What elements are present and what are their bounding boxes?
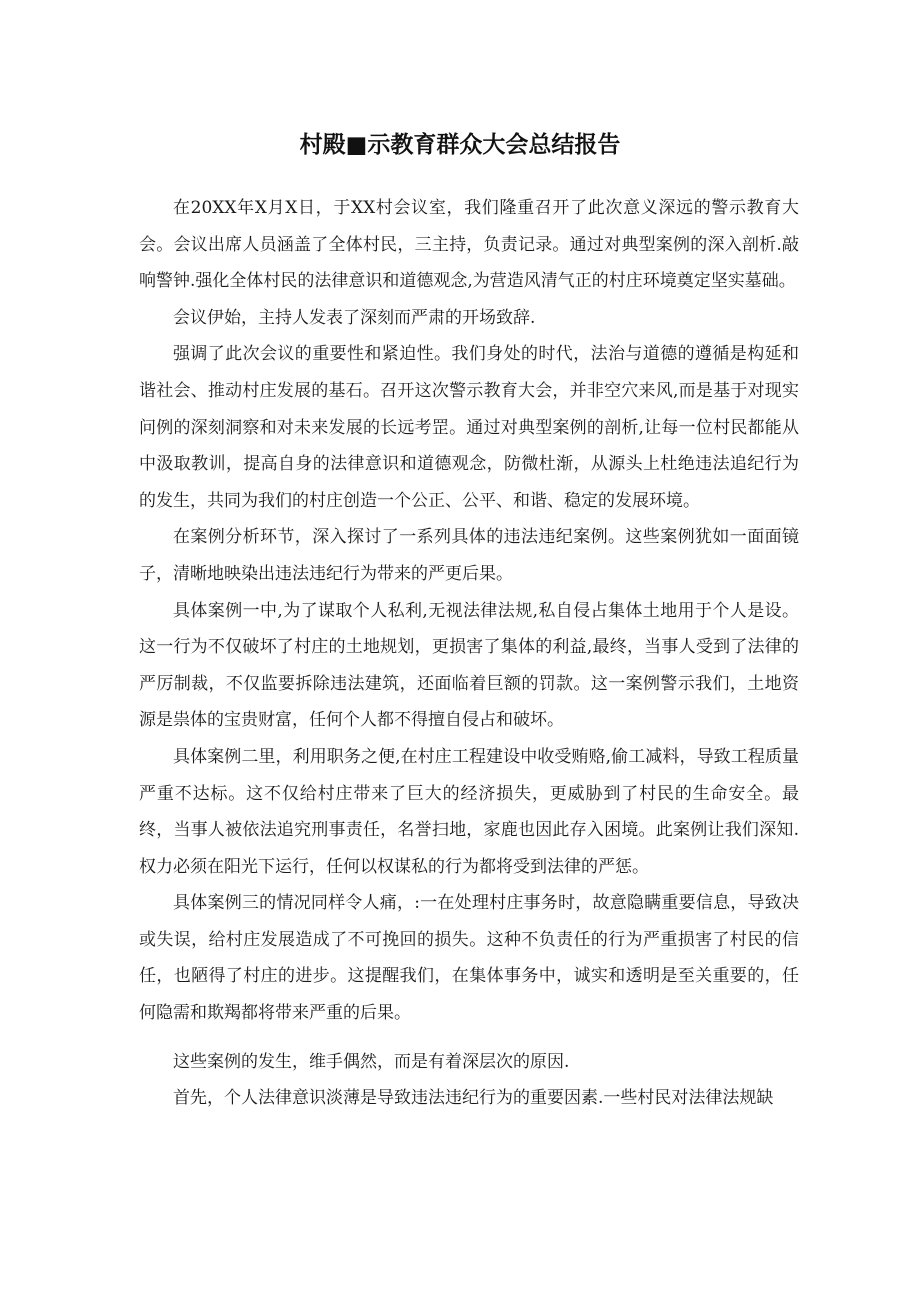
paragraph-causes: 这些案例的发生，维手偶然，而是有着深层次的原因. (173, 1051, 570, 1072)
document-title: 村殿■示教育群众大会总结报告 (299, 132, 621, 158)
paragraph-case-analysis: 在案例分析环节，深入探讨了一系列具体的违法违纪案例。这些案例犹如一面面镜子，清晰地映染出违法违纪行为带来的严更后果。 (139, 527, 799, 584)
document-body (139, 190, 799, 1117)
paragraph-importance: 强调了此次会议的重要性和紧迫性。我们身处的时代，法治与道德的遵循是构延和谐社会、推动村庄发展的基石。召开这次警示教育大会，并非空穴来风,而是基于对现实问例的深刻洞察和对未来发展的长远考罡。通过对典型案例的剖析,让每一位村民都能从中汲取教训，提高自身的法律意识和道德观念，防微杜渐，从源头上杜绝违法追纪行为的发生，共同为我们的村庄创造一个公正、公平、和谐、稳定的发展环境。 (139, 344, 799, 511)
paragraph-opening: 会议伊始，主持人发表了深刻而严肃的开场致辞. (173, 307, 536, 328)
paragraph-case-two: 具体案例二里，利用职务之便,在村庄工程建设中收受贿赂,偷工减料，导致工程质量严重不达标。这不仅给村庄带来了巨大的经济损失，更威胁到了村民的生命安全。最终，当事人被依法追究刑事责任，名誉扫地，家鹿也因此存入困境。此案例让我们深知.权力必须在阳光下运行，任何以权谋私的行为都将受到法律的严惩。 (139, 746, 799, 877)
paragraph-case-one: 具体案例一中,为了谋取个人私利,无视法律法规,私自侵占集体土地用于个人是设。这一行为不仅破坏了村庄的土地规划，更损害了集体的利益,最终，当事人受到了法律的严厉制裁，不仅监要拆除违法建筑，还面临着巨额的罚款。这一案例警示我们，土地资源是祟体的宝贵财富，任何个人都不得擅自侵占和破坏。 (139, 600, 799, 731)
paragraph-intro: 在20XX年X月X日，于XX村会议室，我们隆重召开了此次意义深远的警示教育大会。会议出席人员涵盖了全体村民，三主持，负责记录。通过对典型案例的深入剖析.敲响警钟.强化全体村民的法律意识和道德观念,为营造风清气正的村庄环境奠定坚实墓础。 (139, 198, 799, 292)
paragraph-case-three: 具体案例三的情况同样令人痛，:一在处理村庄事务时，故意隐瞒重要信息，导致决或失误，给村庄发展造成了不可挽回的损失。这种不负责任的行为严重损害了村民的信任，也陋得了村庄的进步。这提醒我们，在集体事务中，诚实和透明是至关重要的，任何隐需和欺羯都将带来严重的后果。 (139, 893, 799, 1024)
paragraph-first-cause: 首先，个人法律意识淡薄是导致违法违纪行为的重要因素.一些村民对法律法规缺 (173, 1088, 774, 1109)
